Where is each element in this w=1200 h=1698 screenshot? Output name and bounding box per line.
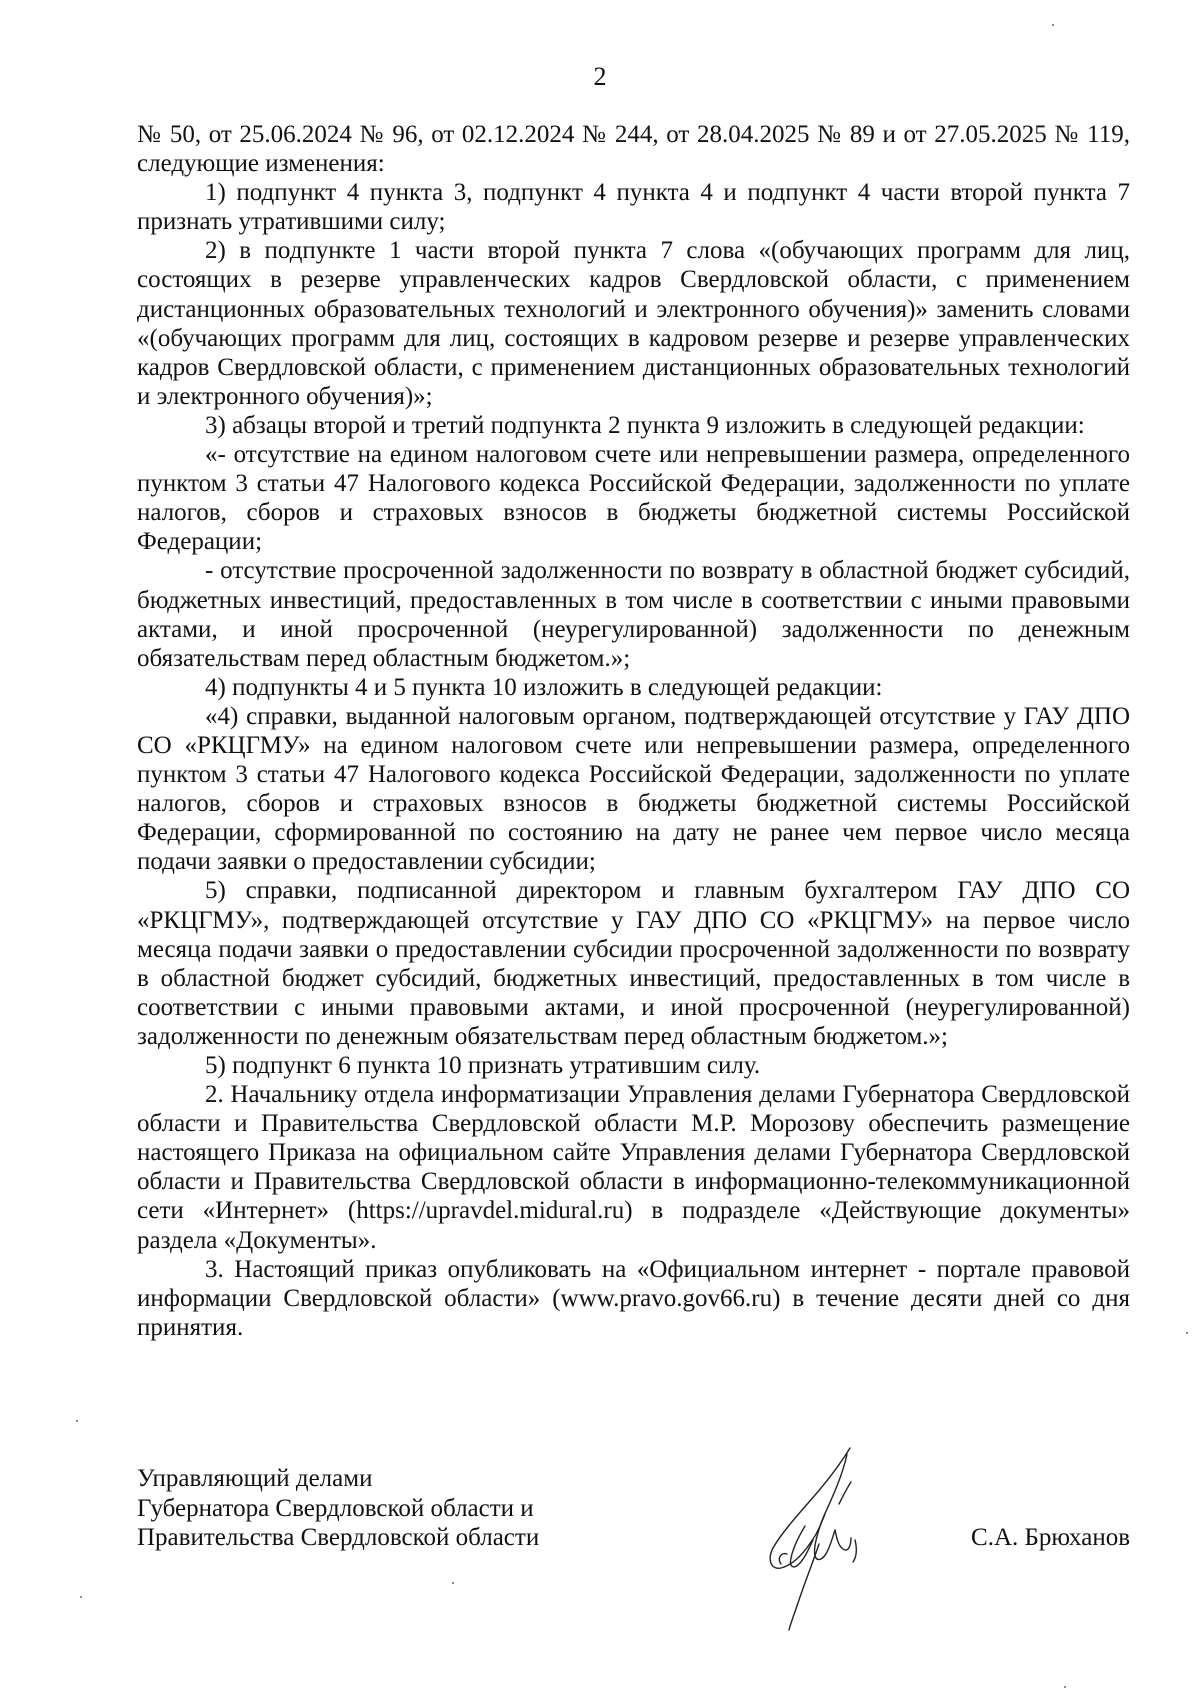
paragraph-item-3: 3) абзацы второй и третий подпункта 2 пункта 9 изложить в следующей редакции: [205, 411, 1085, 439]
scan-speck [1052, 24, 1054, 26]
signer-position-line: Управляющий делами [137, 1465, 373, 1492]
handwritten-signature [747, 1444, 867, 1634]
paragraph-item-5: 5) подпункт 6 пункта 10 признать утратившим силу. [205, 1052, 761, 1079]
paragraph-section-2: 2. Начальнику отдела информатизации Управления делами Губернатора Свердловской области и Правительства Свердловской области М.Р. Морозову обеспечить размещение настоящего Приказа на официальном сайте Управления делами Губернатора Свердловской области и Правительства Свердловской области в информационно-телекоммуникационной сети «Интернет» (https://upravdel.midural.ru) в подразделе «Действующие документы» раздела «Документы». [137, 1081, 1130, 1254]
paragraph-item-2: 2) в подпункте 1 части второй пункта 7 слова «(обучающих программ для лиц, состоящих в резерве управленческих кадров Свердловской области, с применением дистанционных образовательных технологий и электронного обучения)» заменить словами «(обучающих программ для лиц, состоящих в кадровом резерве и резерве управленческих кадров Свердловской области, с применением дистанционных образовательных технологий и электронного обучения)»; [137, 237, 1130, 410]
scan-speck [76, 1420, 78, 1422]
paragraph-item-4: 4) подпункты 4 и 5 пункта 10 изложить в следующей редакции: [205, 673, 883, 701]
signer-position-line: Губернатора Свердловской области и [137, 1494, 534, 1522]
scan-speck [80, 1596, 82, 1598]
paragraph-amendment-intro: № 50, от 25.06.2024 № 96, от 02.12.2024 № 244, от 28.04.2025 № 89 и от 27.05.2025 № 119, следующие изменения: [137, 121, 1130, 178]
paragraph-item-1: 1) подпункт 4 пункта 3, подпункт 4 пункта 4 и подпункт 4 части второй пункта 7 признать утратившими силу; [137, 179, 1130, 236]
document-body [137, 120, 1130, 1342]
scan-speck [1064, 1686, 1066, 1688]
paragraph-section-3: 3. Настоящий приказ опубликовать на «Официальном интернет - портале правовой информации Свердловской области» (www.pravo.gov66.ru) в течение десяти дней со дня принятия. [137, 1255, 1130, 1341]
paragraph-item-3-quote-b: - отсутствие просроченной задолженности по возврату в областной бюджет субсидий, бюджетных инвестиций, предоставленных в том числе в соответствии с иными правовыми актами, и иной просроченной (неурегулированной) задолженности по денежным обязательствам перед областным бюджетом.»; [137, 557, 1130, 672]
paragraph-item-4-quote-b: 5) справки, подписанной директором и главным бухгалтером ГАУ ДПО СО «РКЦГМУ», подтверждающей отсутствие у ГАУ ДПО СО «РКЦГМУ» на первое число месяца подачи заявки о предоставлении субсидии просроченной задолженности по возврату в областной бюджет субсидий, бюджетных инвестиций, предоставленных в том числе в соответствии с иными правовыми актами, и иной просроченной (неурегулированной) задолженности по денежным обязательствам перед областным бюджетом.»; [137, 877, 1130, 1050]
scan-speck [452, 1582, 454, 1584]
signer-position [137, 1464, 697, 1553]
scan-speck [1186, 1332, 1188, 1334]
signature-block [137, 1464, 1130, 1604]
signer-name: С.А. Брюханов [971, 1524, 1130, 1551]
page-number: 2 [593, 62, 607, 91]
paragraph-item-4-quote-a: «4) справки, выданной налоговым органом, подтверждающей отсутствие у ГАУ ДПО СО «РКЦГМУ» на едином налоговом счете или непревышении размера, определенного пунктом 3 статьи 47 Налогового кодекса Российской Федерации, задолженности по уплате налогов, сборов и страховых взносов в бюджеты бюджетной системы Российской Федерации, сформированной по состоянию на дату не ранее чем первое число месяца подачи заявки о предоставлении субсидии; [137, 702, 1130, 876]
signer-position-line: Правительства Свердловской области [137, 1524, 540, 1551]
paragraph-item-3-quote-a: «- отсутствие на едином налоговом счете или непревышении размера, определенного пунктом 3 статьи 47 Налогового кодекса Российской Федерации, задолженности по уплате налогов, сборов и страховых взносов в бюджеты бюджетной системы Российской Федерации; [137, 441, 1130, 556]
